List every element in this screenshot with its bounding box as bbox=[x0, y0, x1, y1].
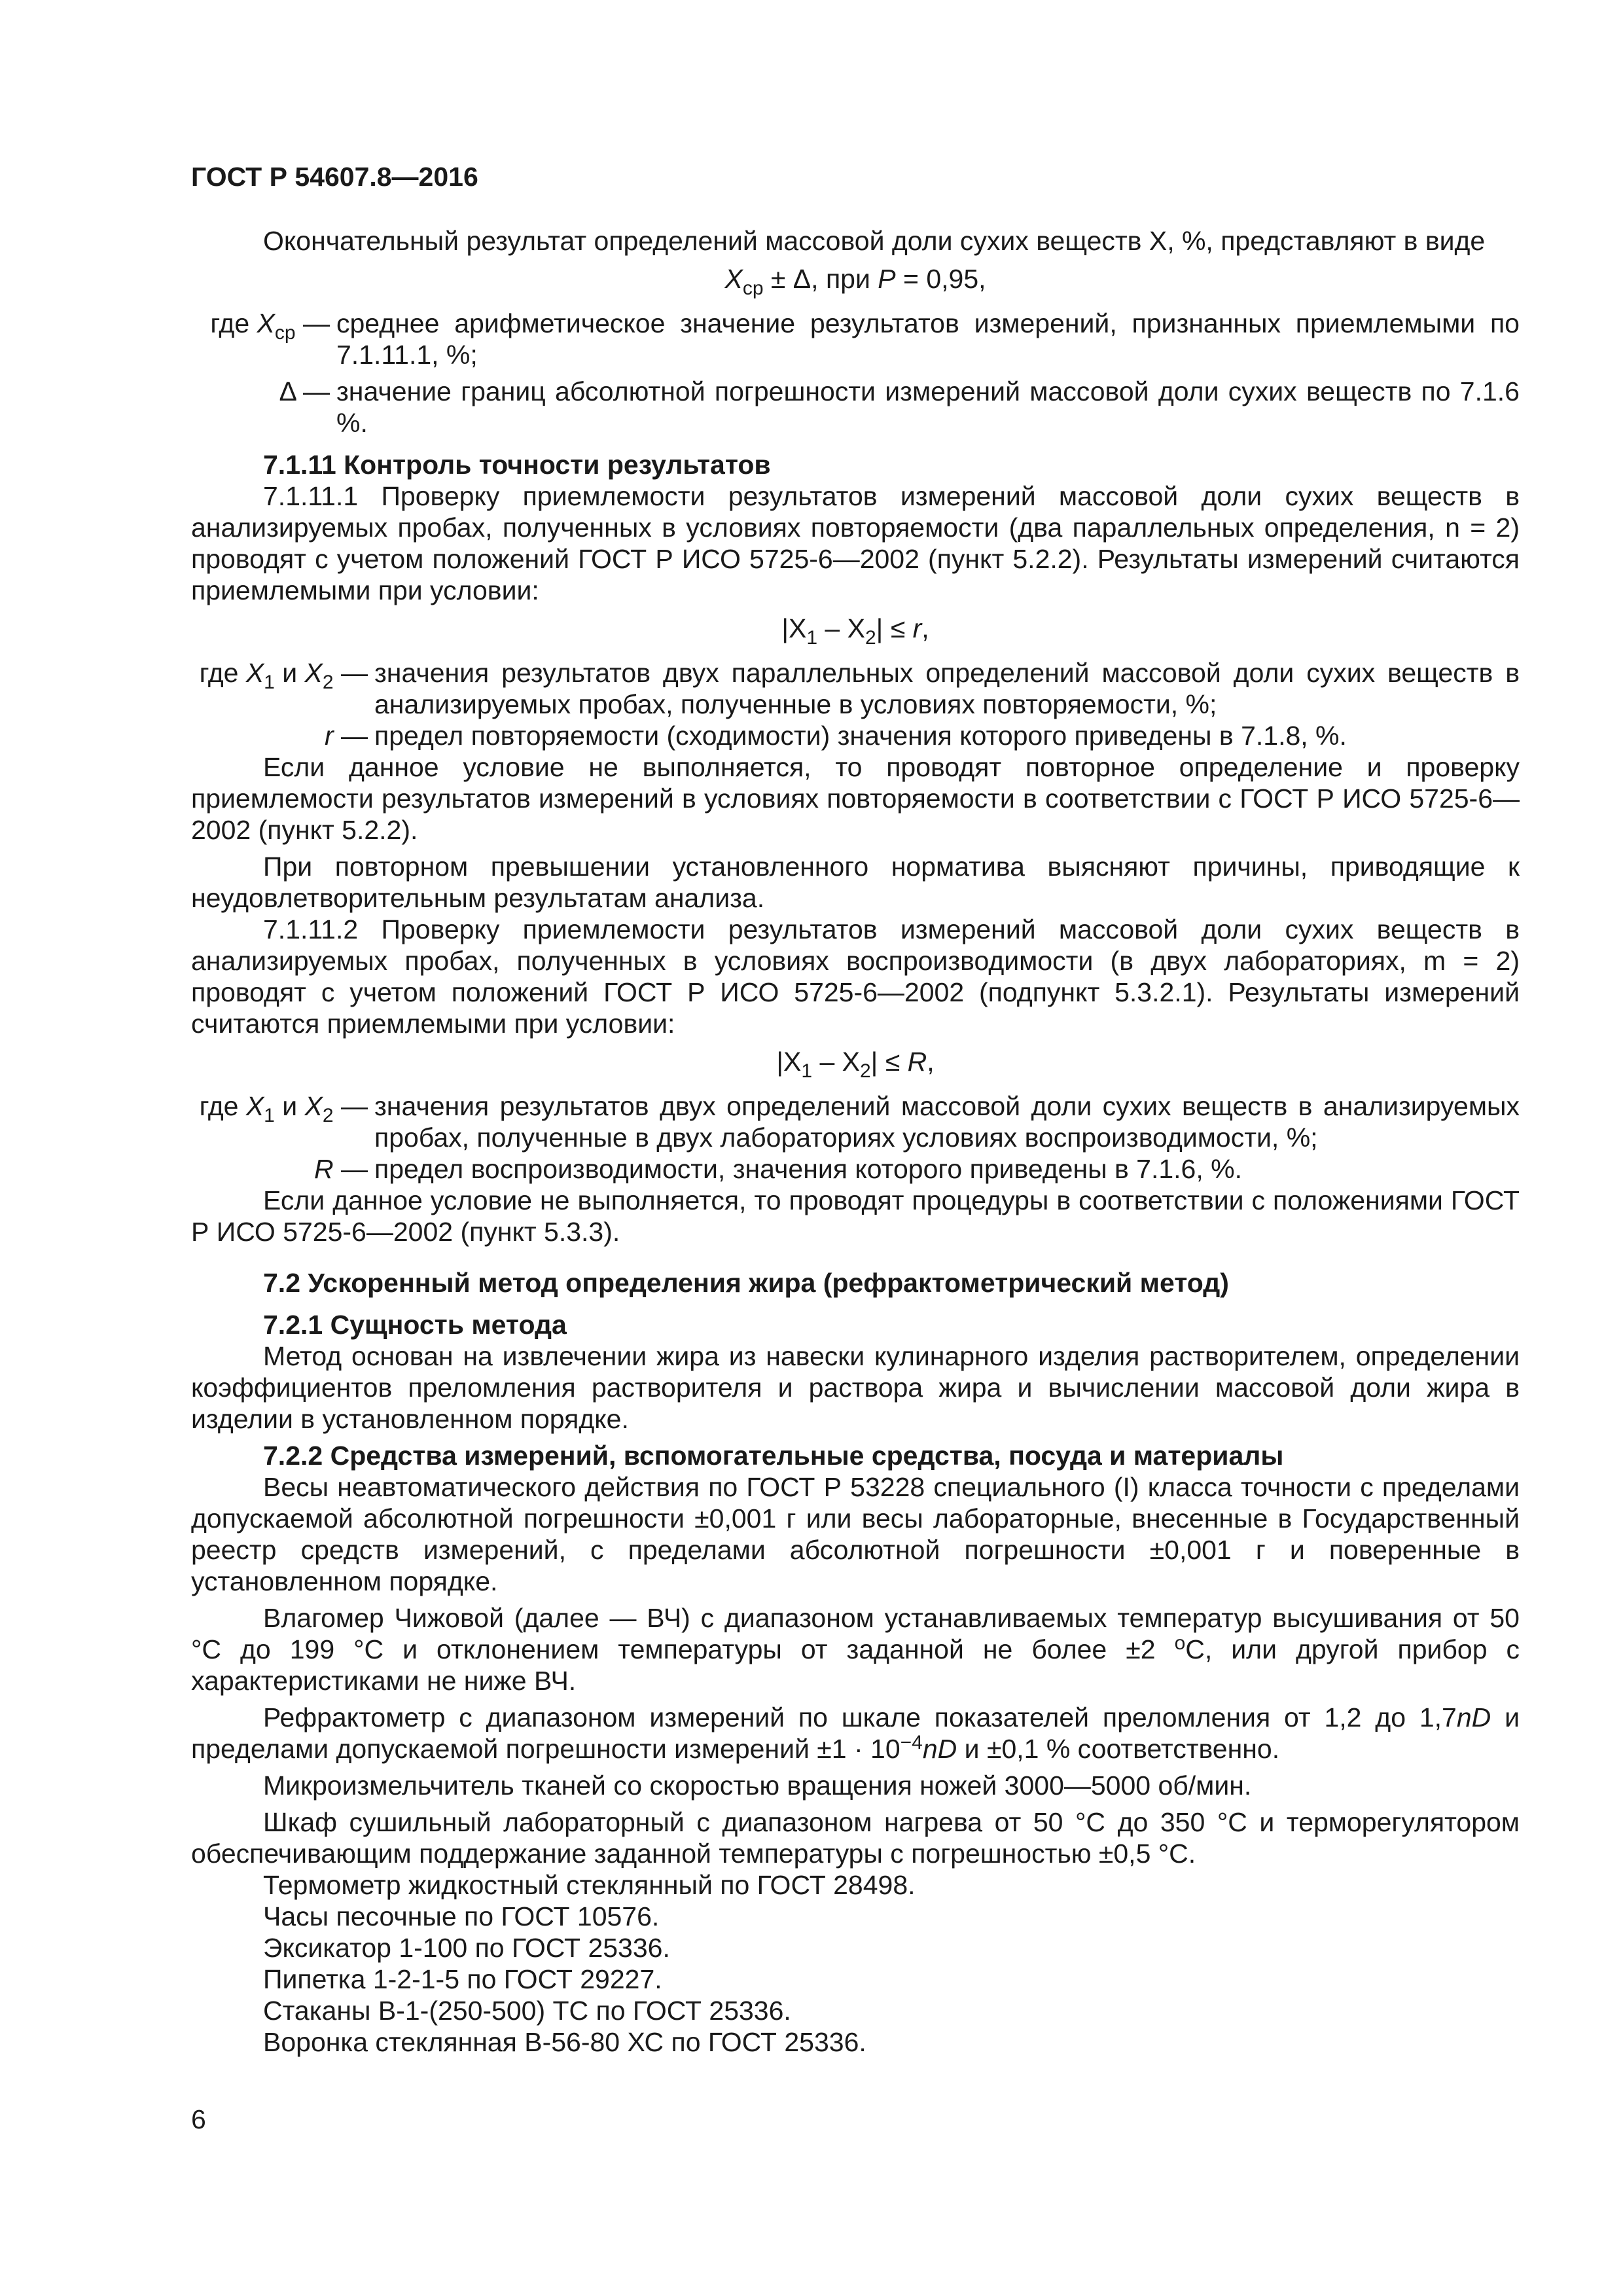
paragraph: 7.1.11.2 Проверку приемлемости результатов измерений массовой доли сухих веществ в анализируемых пробах, полученных в условиях воспроизводимости (в двух лабораториях, m = 2) проводят с учетом положений ГОСТ Р ИСО 5725-6—2002 (подпункт 5.3.2.1). Результаты измерений считаются приемлемыми при условии: bbox=[191, 914, 1520, 1039]
paragraph: Метод основан на извлечении жира из навески кулинарного изделия растворителем, определении коэффициентов преломления растворителя и раствора жира и вычислении массовой доли жира в изделии в установленном порядке. bbox=[191, 1341, 1520, 1434]
definition-item: где $X_1$ и $X_2$ — значения результатов двух параллельных определений массовой доли сухих веществ в анализируемых пробах, полученные в условиях повторяемости, %; bbox=[199, 658, 1520, 719]
section-heading: 7.2 Ускоренный метод определения жира (рефрактометрический метод) bbox=[263, 1268, 1229, 1298]
definition-item: r — предел повторяемости (сходимости) значения которого приведены в 7.1.8, %. bbox=[324, 721, 1347, 751]
formula-result: $X_{ср} \pm \Delta$, при P = 0,95, bbox=[724, 264, 986, 299]
list-item: Часы песочные по ГОСТ 10576. bbox=[263, 1901, 660, 1931]
formula-reproducibility: $|X_1 - X_2| \le R$, bbox=[776, 1047, 935, 1082]
list-item: Стаканы В-1-(250-500) ТС по ГОСТ 25336. bbox=[263, 1996, 791, 2026]
definition-item: R — предел воспроизводимости, значения которого приведены в 7.1.6, %. bbox=[313, 1154, 1242, 1184]
definitions-block-1 bbox=[191, 308, 1520, 439]
list-item: Термометр жидкостный стеклянный по ГОСТ 28498. bbox=[263, 1870, 916, 1900]
paragraph-final-result: Окончательный результат определений массовой доли сухих веществ X, %, представляют в виде bbox=[263, 226, 1486, 256]
list-item: Воронка стеклянная В-56-80 ХС по ГОСТ 25336. bbox=[263, 2027, 866, 2057]
list-item: Микроизмельчитель тканей со скоростью вращения ножей 3000—5000 об/мин. bbox=[263, 1770, 1252, 1801]
paragraph: При повторном превышении установленного норматива выясняют причины, приводящие к неудовлетворительным результатам анализа. bbox=[191, 852, 1520, 913]
paragraph: Рефрактометр с диапазоном измерений по шкале показателей преломления от 1,2 до 1,7nD и пределами допускаемой погрешности измерений $\pm 1 \cdot 10^{-4}nD$ и ±0,1 % соответственно. bbox=[191, 1702, 1520, 1764]
paragraph: Если данное условие не выполняется, то проводят повторное определение и проверку приемлемости результатов измерений в условиях повторяемости в соответствии с ГОСТ Р ИСО 5725-6—2002 (пункт 5.2.2). bbox=[191, 752, 1520, 845]
section-heading: 7.2.2 Средства измерений, вспомогательные средства, посуда и материалы bbox=[263, 1441, 1284, 1471]
page-number: 6 bbox=[191, 2104, 206, 2134]
list-item: Шкаф сушильный лабораторный с диапазоном нагрева от 50 °C до 350 °C и терморегулятором обеспечивающим поддержание заданной температуры с погрешностью ±0,5 °C. bbox=[191, 1807, 1520, 1869]
definition-item: Δ — значение границ абсолютной погрешности измерений массовой доли сухих веществ по 7.1.6 %. bbox=[279, 376, 1520, 438]
list-item: Пипетка 1-2-1-5 по ГОСТ 29227. bbox=[263, 1964, 662, 1994]
paragraph: Если данное условие не выполняется, то проводят процедуры в соответствии с положениями ГОСТ Р ИСО 5725-6—2002 (пункт 5.3.3). bbox=[191, 1185, 1520, 1247]
document-body bbox=[191, 225, 1520, 2058]
paragraph: Весы неавтоматического действия по ГОСТ Р 53228 специального (I) класса точности с пределами допускаемой абсолютной погрешности ±0,001 г или весы лабораторные, внесенные в Государственный реестр средств измерений, с пределами абсолютной погрешности ±0,001 г и поверенные в установленном порядке. bbox=[191, 1472, 1520, 1596]
definitions-block-2 bbox=[191, 657, 1520, 751]
paragraph: 7.1.11.1 Проверку приемлемости результатов измерений массовой доли сухих веществ в анализируемых пробах, полученных в условиях повторяемости (два параллельных определения, n = 2) проводят с учетом положений ГОСТ Р ИСО 5725-6—2002 (пункт 5.2.2). Результаты измерений считаются приемлемыми при условии: bbox=[191, 481, 1520, 605]
list-item: Эксикатор 1-100 по ГОСТ 25336. bbox=[263, 1933, 670, 1963]
section-heading: 7.1.11 Контроль точности результатов bbox=[263, 450, 771, 480]
paragraph: Влагомер Чижовой (далее — ВЧ) с диапазоном устанавливаемых температур высушивания от 50 °C до 199 °C и отклонением температуры от заданной не более ±2 $^о$С, или другой прибор с характеристиками не ниже ВЧ. bbox=[191, 1603, 1520, 1696]
definitions-block-3 bbox=[191, 1090, 1520, 1185]
formula-repeatability: $|X_1 - X_2| \le r$, bbox=[781, 613, 929, 649]
definition-item: где $X_{ср}$ — среднее арифметическое значение результатов измерений, признанных приемлемыми по 7.1.11.1, %; bbox=[210, 308, 1520, 370]
definition-item: где $X_1$ и $X_2$ — значения результатов двух определений массовой доли сухих веществ в анализируемых пробах, полученные в двух лабораториях условиях воспроизводимости, %; bbox=[199, 1091, 1520, 1153]
section-heading: 7.2.1 Сущность метода bbox=[263, 1310, 567, 1340]
document-header: ГОСТ Р 54607.8—2016 bbox=[191, 162, 478, 192]
